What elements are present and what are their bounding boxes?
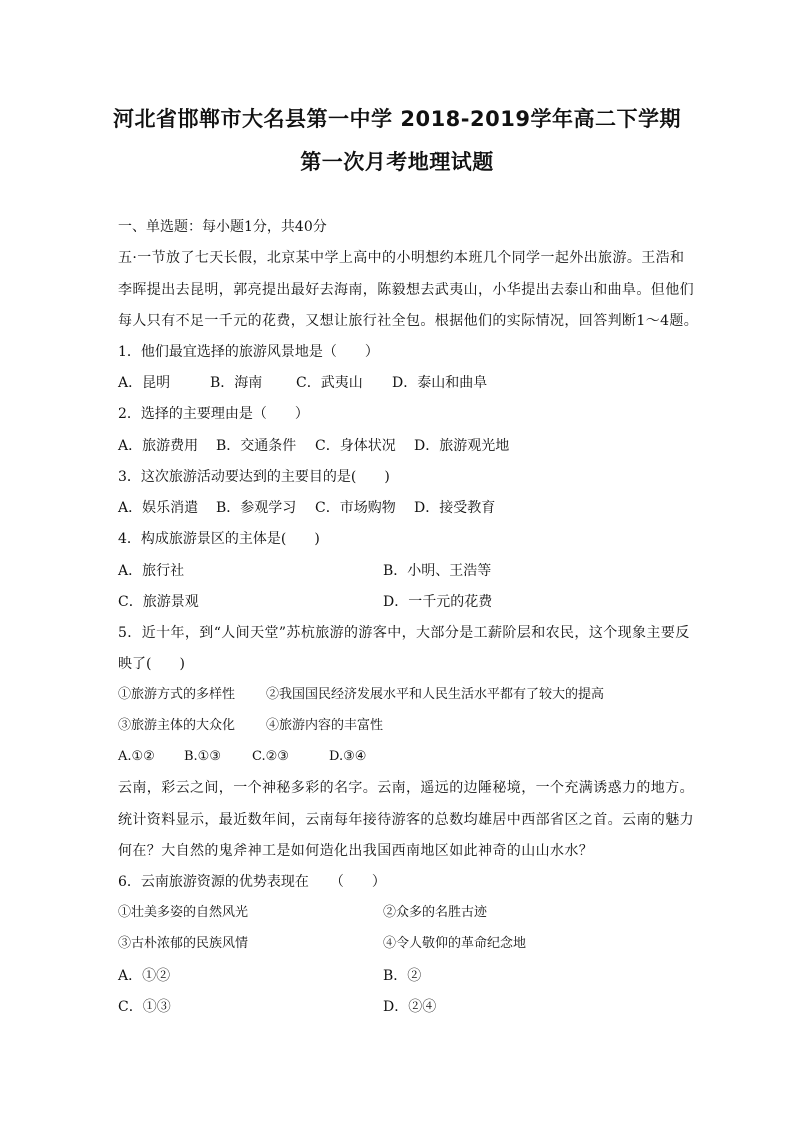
- title-line-2: 第一次月考地理试题: [300, 150, 494, 174]
- passage-2-line-3: 何在？大自然的鬼斧神工是如何造化出我国西南地区如此神奇的山山水水？: [118, 843, 594, 859]
- q5-statement-3: ③旅游主体的大众化: [118, 718, 236, 733]
- q3-option-b: B．参观学习: [216, 500, 297, 516]
- q6-statement-4: ④令人敬仰的革命纪念地: [383, 936, 527, 951]
- passage-1-line-3: 每人只有不足一千元的花费，又想让旅行社全包。根据他们的实际情况，回答判断1～4题。: [118, 313, 699, 329]
- question-1-stem: 1．他们最宜选择的旅游风景地是（ ）: [118, 344, 379, 360]
- passage-1-line-1: 五·一节放了七天长假，北京某中学上高中的小明想约本班几个同学一起外出旅游。王浩和: [118, 250, 685, 266]
- q2-option-a: A．旅游费用: [118, 438, 199, 454]
- title-line-1: 河北省邯郸市大名县第一中学 2018-2019学年高二下学期: [113, 107, 681, 131]
- q5-option-d: D.③④: [329, 749, 367, 764]
- q5-statement-1: ①旅游方式的多样性: [118, 687, 236, 702]
- q5-statement-2: ②我国国民经济发展水平和人民生活水平都有了较大的提高: [266, 687, 605, 702]
- passage-2-line-1: 云南，彩云之间，一个神秘多彩的名字。云南，遥远的边陲秘境，一个充满诱惑力的地方。: [118, 780, 694, 796]
- section-heading: 一、单选题：每小题1分，共40分: [118, 219, 327, 235]
- q3-option-a: A．娱乐消遣: [118, 500, 199, 516]
- q2-option-b: B．交通条件: [216, 438, 297, 454]
- question-5-stem-line-1: 5．近十年，到“人间天堂”苏杭旅游的游客中，大部分是工薪阶层和农民，这个现象主要反: [118, 625, 690, 641]
- q1-option-d: D．泰山和曲阜: [392, 375, 488, 391]
- q1-option-b: B．海南: [210, 375, 263, 391]
- question-5-stem-line-2: 映了( ): [118, 656, 185, 672]
- passage-1-line-2: 李晖提出去昆明，郭亮提出最好去海南，陈毅想去武夷山，小华提出去泰山和曲阜。但他们: [118, 282, 694, 298]
- q6-option-d: D．②④: [383, 999, 437, 1015]
- q1-option-c: C．武夷山: [296, 375, 363, 391]
- q4-option-b: B．小明、王浩等: [383, 563, 492, 579]
- q5-option-a: A.①②: [118, 749, 155, 764]
- q5-option-b: B.①③: [184, 749, 221, 764]
- q6-option-a: A．①②: [118, 968, 171, 984]
- passage-2-line-2: 统计资料显示，最近数年间，云南每年接待游客的总数均雄居中西部省区之首。云南的魅力: [118, 812, 694, 828]
- q4-option-c: C．旅游景观: [118, 594, 199, 610]
- q6-statement-1: ①壮美多姿的自然风光: [118, 905, 249, 920]
- q4-option-d: D．一千元的花费: [383, 594, 493, 610]
- q6-statement-3: ③古朴浓郁的民族风情: [118, 936, 249, 951]
- question-4-stem: 4．构成旅游景区的主体是( ): [118, 531, 320, 547]
- q5-option-c: C.②③: [252, 749, 289, 764]
- question-6-stem: 6．云南旅游资源的优势表现在 （ ）: [118, 874, 386, 890]
- q1-option-a: A．昆明: [118, 375, 171, 391]
- q6-statement-2: ②众多的名胜古迹: [383, 905, 488, 920]
- question-2-stem: 2．选择的主要理由是（ ）: [118, 406, 309, 422]
- q3-option-d: D．接受教育: [414, 500, 496, 516]
- q6-option-b: B．②: [383, 968, 422, 984]
- q2-option-c: C．身体状况: [315, 438, 396, 454]
- q6-option-c: C．①③: [118, 999, 171, 1015]
- q3-option-c: C．市场购物: [315, 500, 396, 516]
- q2-option-d: D．旅游观光地: [414, 438, 510, 454]
- q5-statement-4: ④旅游内容的丰富性: [266, 718, 384, 733]
- question-3-stem: 3．这次旅游活动要达到的主要目的是( ): [118, 469, 390, 485]
- q4-option-a: A．旅行社: [118, 563, 185, 579]
